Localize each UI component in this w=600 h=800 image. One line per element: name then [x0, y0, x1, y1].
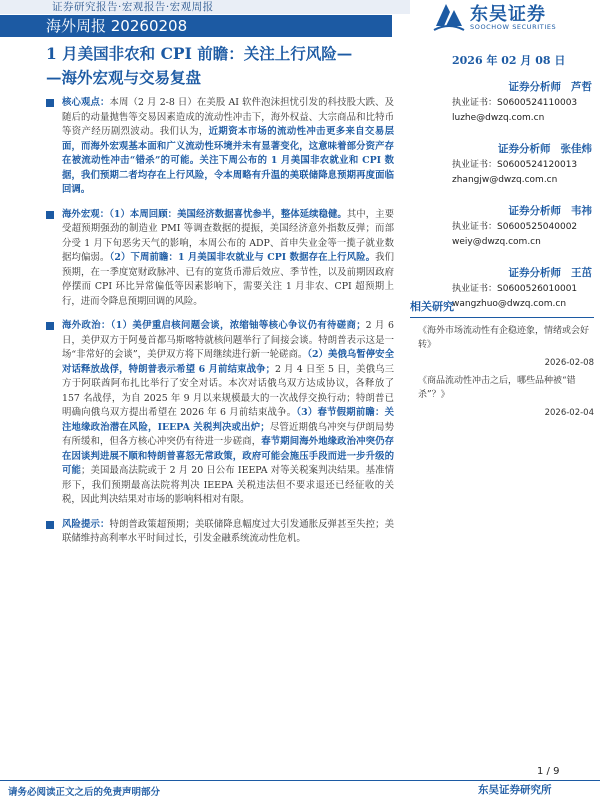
analyst-cert: 执业证书：S0600524120013 [452, 160, 578, 170]
bullet-square-icon [46, 211, 54, 219]
report-title [46, 42, 406, 90]
analyst-email[interactable]: zhangjw@dwzq.com.cn [452, 175, 558, 185]
main-body [46, 96, 394, 557]
logo-mark-icon [432, 0, 466, 34]
footer-divider [0, 780, 600, 781]
report-series-label: 海外周报 20260208 [46, 17, 188, 35]
para-highlight: （1）本周回顾：美国经济数据喜忧参半，整体延续稳健。 [109, 208, 347, 220]
analyst-role [452, 202, 592, 220]
para-text: 2 月 6 日，美伊双方于阿曼首都马斯喀特就核问题举行了间接会谈。特朗普表示这是一场“非常好的会谈”，美伊双方将下周继续进行新一轮磋商。 [62, 320, 394, 360]
report-series-bar [0, 15, 392, 37]
related-research [410, 298, 594, 424]
analyst-name: 王茁 [571, 267, 592, 279]
para-highlight: （2）美俄乌暂停安全对话释放战俘，特朗普表示希望 6 月前结束战争； [62, 349, 394, 375]
analyst-name: 韦祎 [571, 205, 592, 217]
para-highlight: （3）春节假期前瞻：关注地缘政治潜在风险，IEEPA 关税判决或出炉； [62, 407, 394, 433]
related-item[interactable] [410, 324, 594, 370]
analyst-role [452, 78, 592, 96]
related-research-title: 相关研究 [410, 298, 594, 318]
title-line-2: —海外宏观与交易复盘 [46, 68, 202, 87]
para-highlight: 近期资本市场的流动性冲击更多来自交易层面，而海外宏观基本面和广义流动性环境并未有显著变化，这意味着部分资产存在被流动性冲击“错杀”的可能。关注下周公布的 1 月美国非农就业和 CPI 数据，我们预期二者均存在上行风险，令本周略有升温的美联储降息预期再度面临回调。 [62, 126, 394, 195]
para-text: 2 月 4 日至 5 日，美俄乌三方于阿联酋阿布扎比举行了安全对话。本次对话俄乌双方达成协议，各释放了 157 名战俘，为自 2025 年 9 月以来规模最大的一次战俘交换行动；特朗普已明确向俄乌双方提出希望在 2026 年 6 月前结束战争。 [62, 363, 395, 418]
analyst-card [452, 140, 592, 202]
analyst-card [452, 78, 592, 140]
bullet-square-icon [46, 322, 54, 330]
overseas-macro-paragraph [46, 208, 394, 310]
analyst-cert: 执业证书：S0600524110003 [452, 98, 578, 108]
footer-disclaimer: 请务必阅读正文之后的免责声明部分 [8, 787, 161, 798]
para-text: 本周（2 月 2-8 日）在美股 AI 软件泡沫担忧引发的科技股大跌、及随后的动量抛售等交易因素造成的流动性冲击下，海外权益、大宗商品和比特币等资产经历剧烈波动。我们认为， [62, 97, 394, 137]
para-head: 海外宏观： [62, 208, 110, 220]
para-text: 其中，主要受超预期强劲的制造业 PMI 等调查数据的提振，美国经济意外指数反弹；而部分受 1 月下旬恶劣天气的影响，本周公布的 ADP、首申失业金等一揽子就业数据均偏弱。 [62, 208, 394, 263]
overseas-politics-paragraph [46, 319, 394, 508]
analyst-email[interactable]: weiy@dwzq.com.cn [452, 237, 541, 247]
analyst-email[interactable]: luzhe@dwzq.com.cn [452, 113, 545, 123]
related-item-date: 2026-02-08 [544, 358, 594, 368]
analyst-role-label: 证券分析师 [508, 267, 561, 279]
analyst-name: 芦哲 [571, 81, 592, 93]
related-item-date: 2026-02-04 [544, 408, 594, 418]
analyst-role-label: 证券分析师 [508, 81, 561, 93]
logo-en: SOOCHOW SECURITIES [470, 23, 557, 31]
para-highlight: （2）下周前瞻：1 月美国非农就业与 CPI 数据存在上行风险。 [109, 252, 376, 263]
analyst-cert: 执业证书：S0600526010001 [452, 284, 578, 294]
footer-firm: 东吴证券研究所 [478, 784, 552, 796]
title-line-1: 1 月美国非农和 CPI 前瞻：关注上行风险— [46, 44, 353, 63]
analyst-role-label: 证券分析师 [508, 205, 561, 217]
related-item-title[interactable]: 《商品流动性冲击之后，哪些品种被“错杀”？》 [418, 376, 576, 400]
para-text: 尽管近期俄乌冲突与伊朗局势有所缓和，但各方核心冲突仍有待进一步磋商， [62, 421, 394, 447]
analyst-list [452, 78, 592, 326]
para-head: 核心观点： [62, 97, 110, 108]
analyst-role [452, 264, 592, 282]
logo-cn: 东吴证券 [470, 4, 546, 25]
header-strip-text: 证券研究报告·宏观报告·宏观周报 [52, 1, 214, 13]
para-highlight: 春节期间海外地缘政治冲突仍存在因谈判进展不顺和特朗普喜怒无常政策，政府可能会施压手段而进一步升级的可能 [62, 436, 394, 476]
analyst-role [452, 140, 592, 158]
related-item-title[interactable]: 《海外市场流动性有企稳迹象，情绪或会好转》 [418, 326, 590, 350]
analyst-role-label: 证券分析师 [498, 143, 551, 155]
core-view-paragraph [46, 96, 394, 198]
analyst-card [452, 202, 592, 264]
para-text: 我们预期，在一季度宽财政脉冲、已有的宽货币滞后效应、季节性，以及前期因政府停摆而 CPI 环比异常偏低等因素影响下，需要关注 1 月非农、CPI 超预期上行，进而令降息预期回调的风险。 [62, 252, 394, 307]
bullet-square-icon [46, 99, 54, 107]
para-head: 海外政治： [62, 320, 111, 331]
header-strip [0, 0, 410, 14]
report-date: 2026 年 02 月 08 日 [452, 54, 566, 67]
brand-logo [432, 0, 592, 36]
page-number: 1 / 9 [537, 766, 560, 777]
related-item[interactable] [410, 374, 594, 420]
risk-paragraph [46, 518, 394, 547]
bullet-square-icon [46, 521, 54, 529]
analyst-email[interactable]: wangzhuo@dwzq.com.cn [452, 299, 567, 309]
para-head: 风险提示： [62, 518, 110, 530]
analyst-cert: 执业证书：S0600525040002 [452, 222, 578, 232]
para-text: 特朗普政策超预期；美联储降息幅度过大引发通胀反弹甚至失控；美联储维持高利率水平时间过长，引发金融系统流动性危机。 [62, 518, 394, 544]
para-text: ；美国最高法院或于 2 月 20 日公布 IEEPA 对等关税案判决结果。基准情形下，我们预期最高法院将判决 IEEPA 关税违法但不要求退还已经征收的关税，因此判决结果对市场的影响料相对有限。 [62, 465, 394, 505]
para-highlight: （1）美伊重启核问题会谈，浓缩铀等核心争议仍有待磋商； [110, 320, 366, 331]
analyst-name: 张佳炜 [560, 143, 592, 155]
